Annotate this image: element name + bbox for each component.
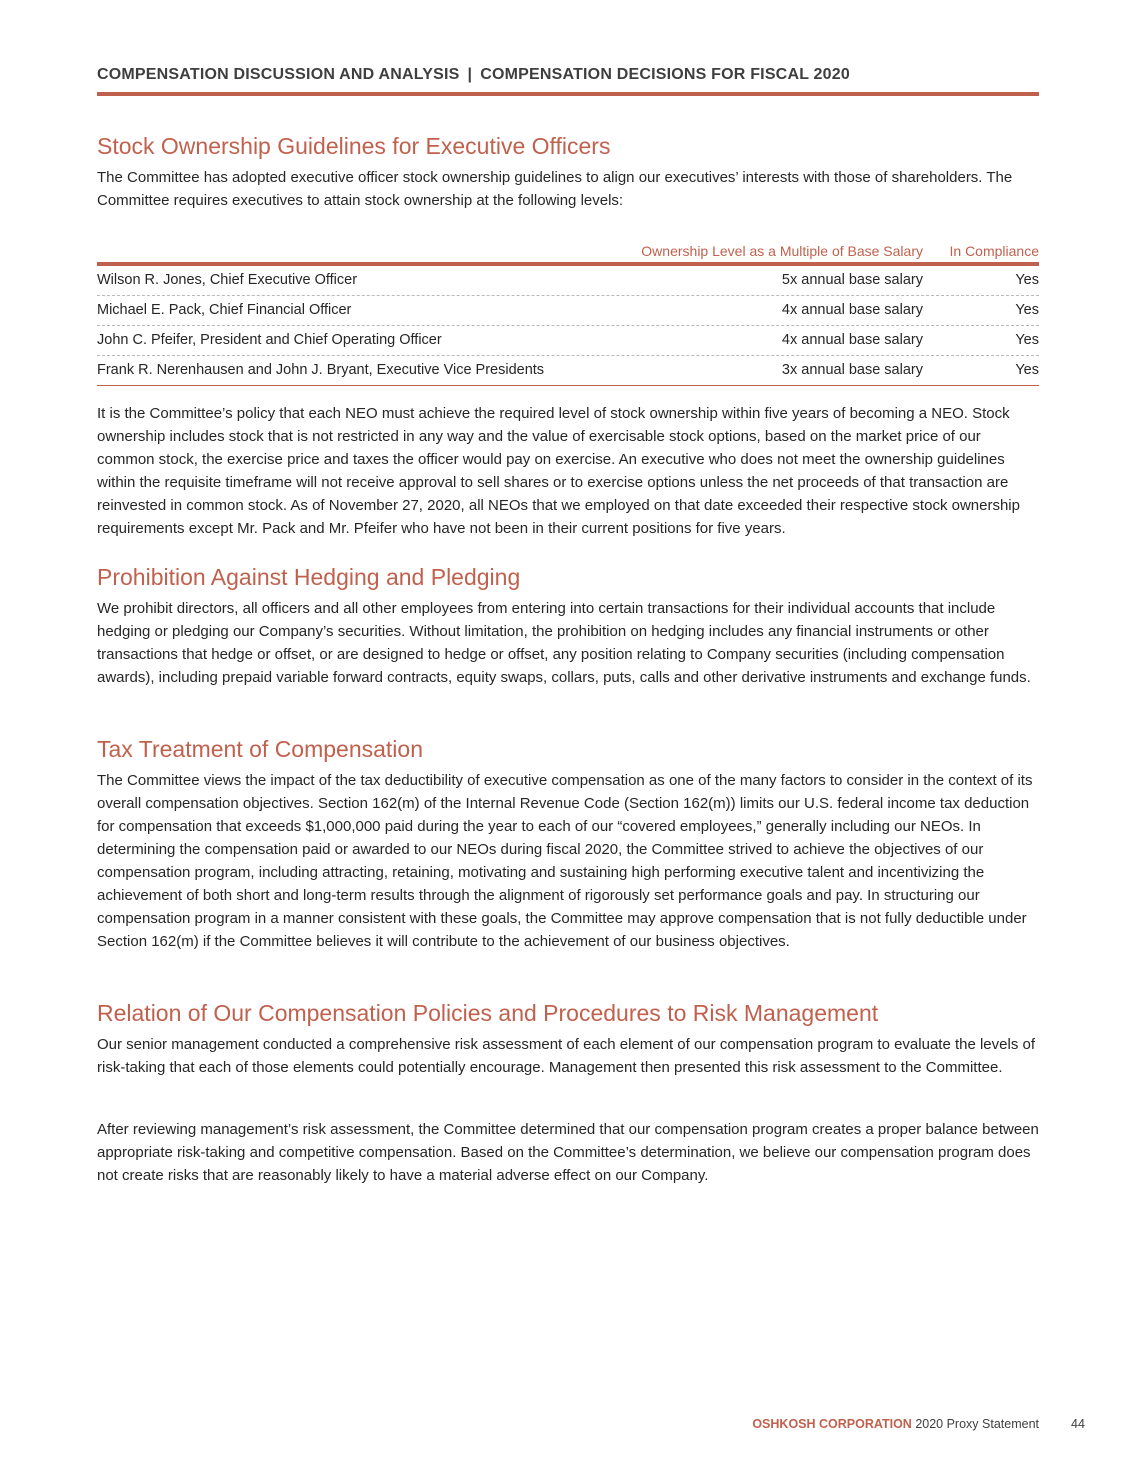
table-header [97,240,1039,262]
hedging-text: We prohibit directors, all officers and all other employees from entering into certain transactions for their individual accounts that include hedging or pledging our Company’s securities. Without limitation, the prohibition on hedging includes any financial instruments or other transactions that hedge or offset, or are designed to hedge or offset, any position relating to Company securities (including compensation awards), including prepaid variable forward contracts, equity swaps, collars, puts, calls and other derivative instruments and exchange funds. [97,600,1031,686]
table-row [97,296,1039,326]
footer-document: 2020 Proxy Statement [915,1417,1039,1431]
ownership-level: 4x annual base salary [781,302,923,318]
footer-brand [752,1417,1039,1431]
stock-ownership-heading: Stock Ownership Guidelines for Executive Officers [97,133,611,159]
tax-treatment-heading: Tax Treatment of Compensation [97,736,423,762]
header-separator: | [467,66,473,83]
executive-name: Michael E. Pack, Chief Financial Officer [97,302,352,318]
hedging-heading: Prohibition Against Hedging and Pledging [97,564,521,590]
compliance-status: Yes [1015,302,1039,318]
executive-name: John C. Pfeifer, President and Chief Operating Officer [97,332,442,348]
header-section-label: COMPENSATION DISCUSSION AND ANALYSIS [97,66,460,83]
stock-ownership-intro: The Committee has adopted executive officer stock ownership guidelines to align our executives’ interests with those of shareholders. The Committee requires executives to attain stock ownership at the following levels: [97,169,1013,209]
page-header [97,66,1039,84]
ownership-table [97,240,1039,386]
compliance-status: Yes [1015,332,1039,348]
tax-treatment-text: The Committee views the impact of the tax deductibility of executive compensation as one of the many factors to consider in the context of its overall compensation objectives. Section 162(m) of the Internal Revenue Code (Section 162(m)) limits our U.S. federal income tax deduction for compensation that exceeds $1,000,000 paid during the year to each of our “covered employees,” generally including our NEOs. In determining the compensation paid or awarded to our NEOs during fiscal 2020, the Committee strived to achieve the objectives of our compensation program, including attracting, retaining, motivating and sustaining high performing executive talent and incentivizing the achievement of both short and long-term results through the alignment of rigorously set performance goals and pay. In structuring our compensation program in a manner consistent with these goals, the Committee may approve compensation that is not fully deductible under Section 162(m) if the Committee believes it will contribute to the achievement of our business objectives. [97,772,1033,950]
stock-ownership-policy-text: It is the Committee’s policy that each NEO must achieve the required level of stock ownership within five years of becoming a NEO. Stock ownership includes stock that is not restricted in any way and the value of exercisable stock options, based on the market price of our common stock, the exercise price and taxes the officer would pay on exercise. An executive who does not meet the ownership guidelines within the requisite timeframe will not receive approval to sell shares or to exercise options unless the net proceeds of that transaction are reinvested in common stock. As of November 27, 2020, all NEOs that we employed on that date exceeded their respective stock ownership requirements except Mr. Pack and Mr. Pfeifer who have not been in their current positions for five years. [97,405,1020,537]
page-number: 44 [1071,1417,1085,1431]
ownership-level: 5x annual base salary [781,272,923,288]
footer-company: OSHKOSH CORPORATION [752,1417,912,1431]
header-rule [97,92,1039,96]
ownership-level: 4x annual base salary [781,332,923,348]
column-header-level: Ownership Level as a Multiple of Base Salary [641,243,923,259]
risk-management-heading: Relation of Our Compensation Policies and Procedures to Risk Management [97,1000,879,1026]
risk-management-text-2: After reviewing management’s risk assessment, the Committee determined that our compensation program creates a proper balance between appropriate risk-taking and competitive compensation. Based on the Committee’s determination, we believe our compensation program does not create risks that are reasonably likely to have a material adverse effect on our Company. [97,1121,1039,1184]
executive-name: Frank R. Nerenhausen and John J. Bryant, Executive Vice Presidents [97,362,545,378]
header-subsection-label: COMPENSATION DECISIONS FOR FISCAL 2020 [480,66,850,83]
executive-name: Wilson R. Jones, Chief Executive Officer [97,272,358,288]
compliance-status: Yes [1015,362,1039,378]
column-header-compliance: In Compliance [949,243,1039,259]
table-row [97,266,1039,296]
ownership-level: 3x annual base salary [781,362,923,378]
table-row [97,326,1039,356]
risk-management-text-1: Our senior management conducted a comprehensive risk assessment of each element of our compensation program to evaluate the levels of risk-taking that each of those elements could potentially encourage. Management then presented this risk assessment to the Committee. [97,1036,1036,1076]
table-row [97,356,1039,386]
compliance-status: Yes [1015,272,1039,288]
